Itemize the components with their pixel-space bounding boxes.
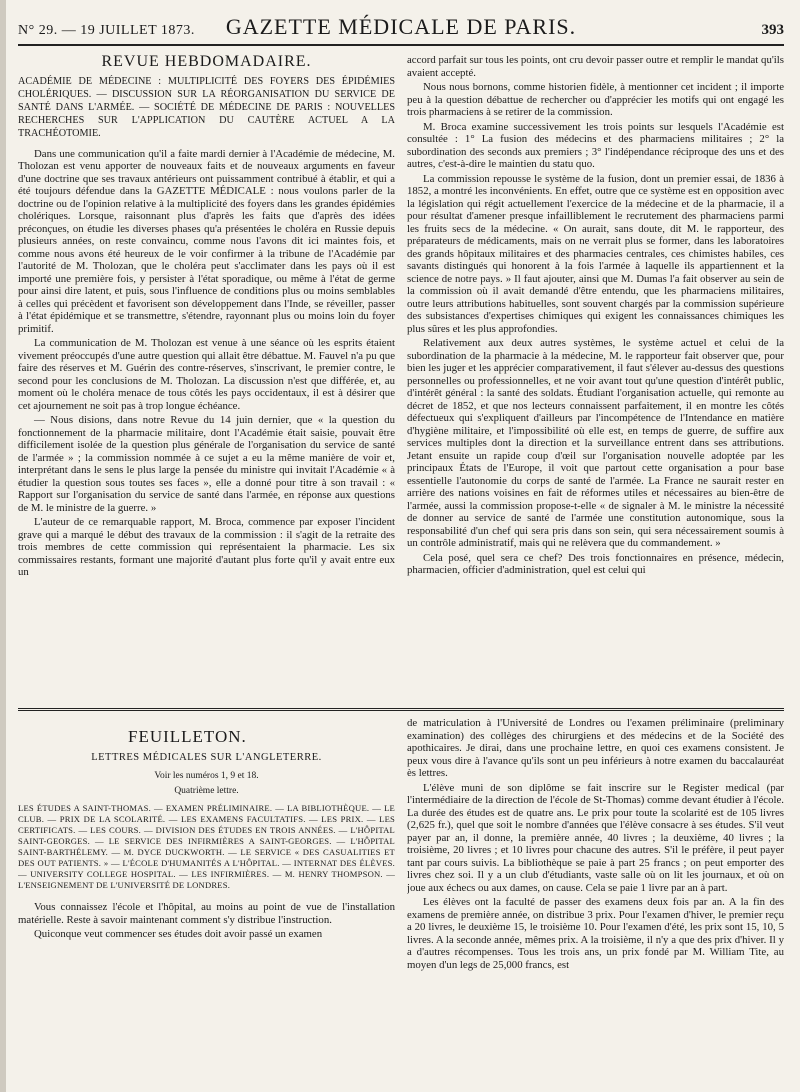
revue-summary: ACADÉMIE DE MÉDECINE : MULTIPLICITÉ DES FOYERS DES ÉPIDÉMIES CHOLÉRIQUES. — DISCUSSION SUR LA RÉORGANISATION DU SERVICE DE SANTÉ DANS L'ARMÉE. — SOCIÉTÉ DE MÉDECINE DE PARIS : NOUVELLES RECHERCHES SUR L'APPLICATION DU CAUTÈRE ACTUEL A LA TRACHÉOTOMIE.	[18, 75, 395, 139]
revue-column-right	[407, 54, 784, 704]
revue-paragraph: M. Broca examine successivement les trois points sur lesquels l'Académie est consultée : 1° La fusion des médecins et des pharmaciens militaires ; 2° la subordination des seconds aux premiers ; 3° l'indépendance réciproque des uns et des autres, c'est-à-dire le maintien du statu quo.	[407, 120, 784, 170]
revue-paragraph: Cela posé, quel sera ce chef? Des trois fonctionnaires en présence, médecin, pharmacien, officier d'administration, quel est celui qui	[407, 551, 784, 576]
feuilleton-column-right	[407, 717, 784, 1057]
issue-number: N° 29. — 19 JUILLET 1873.	[18, 23, 195, 38]
revue-paragraph: accord parfait sur tous les points, ont cru devoir passer outre et remplir le mandat qu'ils avaient accepté.	[407, 54, 784, 79]
feuilleton-paragraph: Quiconque veut commencer ses études doit avoir passé un examen	[34, 928, 323, 940]
feuilleton-summary: LES ÉTUDES A SAINT-THOMAS. — EXAMEN PRÉLIMINAIRE. — LA BIBLIOTHÈQUE. — LE CLUB. — PRIX DE LA SCOLARITÉ. — LES EXAMENS FACULTATIFS. — LES PRIX. — LES CERTIFICATS. — LES COURS. — DIVISION DES ÉTUDES EN TROIS ANNÉES. — L'HÔPITAL SAINT-GEORGES. — LE SERVICE DES INFIRMIÈRES A SAINT-GEORGES. — L'HÔPITAL SAINT-BARTHÉLEMY. — M. DYCE DUCKWORTH. — LE SERVICE « DES CASUALITIES ET DES OUT PATIENTS. » — L'ÉCOLE D'HUMANITÉS A L'HÔPITAL. — INTERNAT DES ÉLÈVES. — UNIVERSITY COLLEGE HOSPITAL. — LES INFIRMIÈRES. — M. HENRY THOMPSON. — L'ENSEIGNEMENT DE L'UNIVERSITÉ DE LONDRES.	[18, 803, 395, 890]
revue-paragraph: — Nous disions, dans notre Revue du 14 juin dernier, que « la question du fonctionnement de la pharmacie militaire, dont l'Académie était saisie, pouvait être difficilement isolée de la question plus générale de l'organisation du service de santé de l'armée » ; la commission nommée à ce sujet a eu la même manière de voir et, interprétant dans le sens le plus large la pensée du ministre qui invitait l'Académie « à étudier la question sous toutes ses faces », elle a donné pour titre à son travail : « Rapport sur l'organisation du service de santé dans l'armée, en réponse aux questions de M. le ministre de la guerre. »	[18, 414, 395, 514]
feuilleton-see-also: Voir les numéros 1, 9 et 18.	[154, 771, 259, 781]
revue-column-left	[18, 54, 395, 704]
feuilleton-paragraph: Les élèves ont la faculté de passer des examens deux fois par an. A la fin des examens de première année, on distribue 3 prix. Pour l'examen d'hiver, le premier reçu a 20 livres, le deuxième 15, le troisième 10. Pour l'examen d'été, les prix sont 15, 10, 5 livres. A la seconde année, mêmes prix. A la troisième, il n'y a que des prix d'hiver. Il y a d'autres récompenses. Tous les trois ans, un prix fondé par M. William Tite, au moyen d'un legs de 25,000 francs, est	[407, 896, 784, 971]
feuilleton-paragraph: de matriculation à l'Université de Londres ou l'examen préliminaire (preliminary examination) des collèges des chirurgiens et des médecins et de la Société des apothicaires. Je dirai, dans une prochaine lettre, en quoi ces examens consistent. Je peux vous dire à l'avance qu'ils sont un peu inférieurs à notre examen du baccalauréat ès lettres.	[407, 717, 784, 779]
revue-paragraph: Nous nous bornons, comme historien fidèle, à mentionner cet incident ; il importe peu à la question débattue de rechercher ou d'apprécier les motifs qui ont engagé les trois pharmaciens à se retirer de la commission.	[407, 81, 784, 118]
section-divider	[18, 708, 784, 711]
page-gutter	[0, 0, 6, 1092]
page-number: 393	[761, 22, 784, 38]
revue-paragraph: L'auteur de ce remarquable rapport, M. Broca, commence par exposer l'incident grave qui a marqué le début des travaux de la commission : il s'agit de la retraite des trois membres de cette commission qui représentaient la pharmacie. Les six commissaires restants, formant une majorité d'autant plus forte qu'il y avait entre eux un	[18, 516, 395, 578]
page-header	[18, 14, 784, 46]
feuilleton-letter-number: Quatrième lettre.	[174, 785, 239, 796]
feuilleton-title: FEUILLETON.	[128, 727, 247, 746]
masthead-title: GAZETTE MÉDICALE DE PARIS.	[225, 14, 577, 39]
feuilleton-column-left	[18, 717, 395, 1057]
revue-paragraph: Dans une communication qu'il a faite mardi dernier à l'Académie de médecine, M. Tholozan est venu apporter de nouveaux faits et de nouveaux arguments en faveur d'une doctrine que ses travaux antérieurs ont puissamment contribué à établir, et qui a été toujours défendue dans la GAZETTE MÉDICALE : nous voulons parler de la doctrine ou de l'opinion relative à la multiplicité des foyers dans les grandes épidémies cholériques. Lorsque, raisonnant plus d'après les faits que d'après des idées préconçues, on étudie les diverses phases qu'a présentées le choléra en Russie depuis plusieurs années, on reste convaincu, comme nous l'avons dit ici maintes fois, et comme nous avons été heureux de le voir confirmer à la tribune de l'Académie par l'autorité de M. Tholozan, que le choléra peut s'acclimater dans les pays où il est importé une première fois, y persister à l'état sporadique, ou même à l'état de germe pour ainsi dire latent, et puis, sous l'influence de conditions plus ou moins semblables à celles qui précèdent et favorisent son développement dans l'Inde, se réveiller, passer à l'état épidémique et se transmettre, s'étendre, rayonnant plus ou moins loin du foyer primitif.	[18, 147, 395, 335]
revue-paragraph: La commission repousse le système de la fusion, dont un premier essai, de 1836 à 1852, a montré les inconvénients. En effet, outre que ce système est en opposition avec la législation qui régit actuellement l'exercice de la médecine et de la pharmacie, il a pour résultat d'amener presque infailliblement le recrutement des pharmaciens parmi les fruits secs de la médecine. « On aurait, sans doute, dit M. le rapporteur, des préparateurs de médicaments, mais on ne verrait plus se former, dans les laboratoires des grands hôpitaux militaires et des pharmacies centrales, ces chimistes habiles, ces savants distingués qui honorent à la fois l'armée à laquelle ils appartiennent et la science de notre pays. » Il faut ajouter, ainsi que M. Dumas l'a fait observer au sein de la commission où il avait demandé d'être entendu, que les pharmaciens militaires, outre leurs attributions habituelles, sont souvent chargés par la commission supérieure des subsistances d'expertises chimiques qui exigent les connaissances chimiques les plus sûres et les plus approfondies.	[407, 172, 784, 335]
feuilleton-paragraph: L'élève muni de son diplôme se fait inscrire sur le Register medical (par l'intermédiaire de la direction de l'école de St-Thomas) comme devant étudier à l'école. La durée des études est de quatre ans. Le prix pour toute la scolarité est de 105 livres (2,625 fr.), quel que soit le nombre d'années que l'élève consacre à ses études. S'il veut payer par an, il donne, la première année, 40 livres ; la deuxième, 40 livres ; la troisième, 20 livres ; et 10 livres pour chacune des autres. S'il le préfère, il peut payer tant par cours suivis. La bibliothèque se paie à part 25 francs ; on peut emporter des livres chez soi. Il y a un club d'étudiants, vaste salle où on lit les journaux, et où on joue aux échecs ou aux dames, on cause. Cela se paie 1 livre par an à part.	[407, 781, 784, 894]
feuilleton-paragraph: Vous connaissez l'école et l'hôpital, au moins au point de vue de l'installation matérielle. Reste à savoir maintenant comment s'y distribue l'instruction.	[18, 901, 395, 926]
revue-section	[18, 54, 784, 704]
revue-paragraph: La communication de M. Tholozan est venue à une séance où les esprits étaient vivement préoccupés d'une autre question qui allait être débattue. M. Fauvel n'a pu que faire des réserves et M. Guérin des contre-réserves, s'inscrivant, le premier contre, le second pour les conclusions de M. Tholozan. La discussion n'est que différée, et, au moment où le choléra menace de tous côtés les pays occidentaux, il est à désirer que cet ajournement ne soit pas à trop longue échéance.	[18, 337, 395, 412]
feuilleton-subtitle: LETTRES MÉDICALES SUR L'ANGLETERRE.	[91, 751, 322, 763]
revue-title: REVUE HEBDOMADAIRE.	[101, 54, 312, 70]
feuilleton-section	[18, 717, 784, 1057]
revue-paragraph: Relativement aux deux autres systèmes, le système actuel et celui de la subordination de la pharmacie à la médecine, M. le rapporteur fait observer que, pour bien les juger et les apprécier comparativement, il faut s'élever au-dessus des questions personnelles ou professionnelles, et ne voir avant tout qu'une question d'intérêt public, d'intérêt général : la santé des soldats. Étudiant l'organisation actuelle, qui remonte au décret de 1852, et que nos lecteurs connaissent parfaitement, il en montre les côtés défectueux qui s'expliquent d'ailleurs par l'incompétence de l'Intendance en matière d'hygiène militaire, et l'impossibilité où elle est, en temps de guerre, de suffire aux services multiples dont la direction et la surveillance entrent dans ses attributions. Jetant ensuite un rapide coup d'œil sur l'organisation nouvelle adoptée par les principaux États de l'Europe, il voit que partout cette organisation a pour base essentielle l'autonomie du corps de santé de l'armée. La France ne saurait rester en arrière des nations voisines en fait de réformes utiles et nécessaires au bien-être de l'armée, aussi la commission propose-t-elle « de signaler à M. le ministre la nécessité de donner au service de santé de l'armée une constitution autonomique, sous la responsabilité d'un chef qui sera pris dans son sein, qui sera nécessairement soumis à un contrôle administratif, mais qui ne relèvera que du commandement. »	[407, 337, 784, 549]
